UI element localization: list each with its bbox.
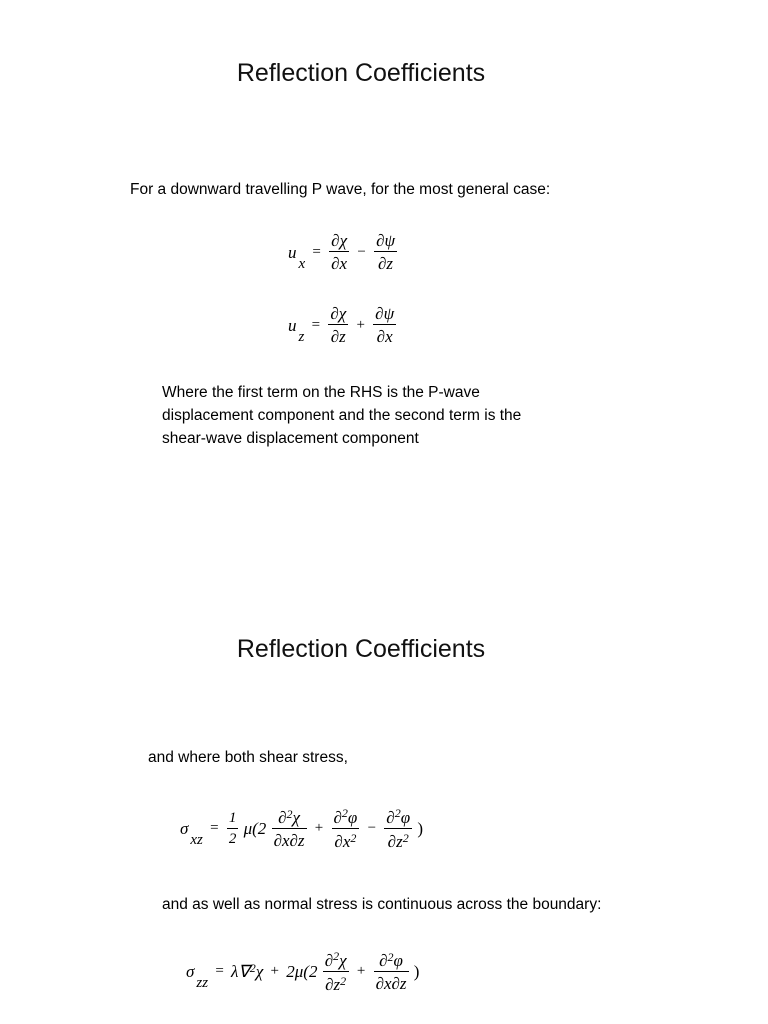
eq-szz-two-mu: 2μ(2	[286, 962, 318, 982]
slide-2-intro: and where both shear stress,	[148, 749, 348, 766]
eq-ux-term1: $\frac{\partial\chi}{\partial x}$	[331, 231, 348, 273]
eq-szz-lambda: λ∇	[231, 962, 250, 982]
eq-ux-equals: =	[312, 243, 321, 260]
eq-szz-op: +	[356, 963, 366, 980]
equation-uz	[288, 305, 397, 345]
equation-sigma-zz: σzz = λ∇2χ + 2μ(2 $\frac{\partial 2\chi}{\partial z2}$ + $\frac{\partial 2\varphi}{\partial x\partial z}$ )	[186, 949, 420, 995]
eq-sxz-equals: =	[210, 820, 219, 837]
eq-szz-lhs: σ	[186, 962, 195, 982]
eq-sxz-mu: μ(2	[243, 819, 267, 839]
slide-1-intro: For a downward travelling P wave, for the most general case:	[130, 181, 551, 198]
eq-uz-term1: $\frac{\partial\chi}{\partial z}$	[330, 304, 347, 346]
eq-ux-term2: $\frac{\partial\psi}{\partial z}$	[376, 231, 396, 273]
eq-uz-subscript: z	[298, 328, 305, 345]
equation-ux	[288, 232, 398, 272]
slide-1-title: Reflection Coefficients	[236, 59, 486, 87]
equation-sigma-xz	[180, 807, 423, 850]
eq-szz-close: )	[413, 962, 420, 982]
eq-sxz-half: $\frac{1}{2}$	[228, 809, 237, 847]
eq-ux-subscript: x	[298, 255, 306, 272]
eq-szz-equals: =	[215, 963, 224, 980]
eq-szz-subscript: zz	[196, 975, 209, 992]
slide-2-middle: and as well as normal stress is continuous across the boundary:	[162, 896, 602, 913]
eq-uz-equals: =	[311, 316, 321, 333]
slide-1-explanation	[162, 381, 521, 450]
eq-sxz-term1: $\frac{\partial 2\chi}{\partial x\partial z}$	[273, 806, 305, 851]
eq-sxz-lhs: σ	[180, 819, 189, 839]
explanation-line-2: displacement component and the second term is the	[162, 407, 522, 424]
explanation-line-1: Where the first term on the RHS is the P-wave	[162, 384, 480, 401]
eq-uz-term2: $\frac{\partial\psi}{\partial x}$	[375, 304, 395, 346]
eq-sxz-term2: $\frac{\partial 2\varphi}{\partial x2}$	[333, 806, 358, 852]
eq-szz-term2: $\frac{\partial 2\varphi}{\partial x\partial z}$	[375, 949, 407, 994]
eq-uz-operator: +	[356, 316, 365, 333]
eq-sxz-close: )	[417, 819, 424, 839]
eq-ux-lhs: u	[288, 242, 297, 262]
eq-sxz-subscript: xz	[190, 832, 203, 849]
eq-szz-term1: $\frac{\partial 2\chi}{\partial z2}$	[324, 949, 347, 995]
eq-uz-lhs: u	[288, 315, 297, 335]
eq-sxz-term3: $\frac{\partial 2\varphi}{\partial z2}$	[386, 806, 411, 852]
eq-ux-operator: −	[357, 243, 366, 260]
eq-sxz-op1: +	[314, 820, 324, 837]
eq-sxz-op2: −	[367, 820, 377, 837]
explanation-line-3: shear-wave displacement component	[162, 430, 419, 447]
slide-2-title: Reflection Coefficients	[236, 635, 486, 663]
slide-2	[0, 512, 768, 1024]
